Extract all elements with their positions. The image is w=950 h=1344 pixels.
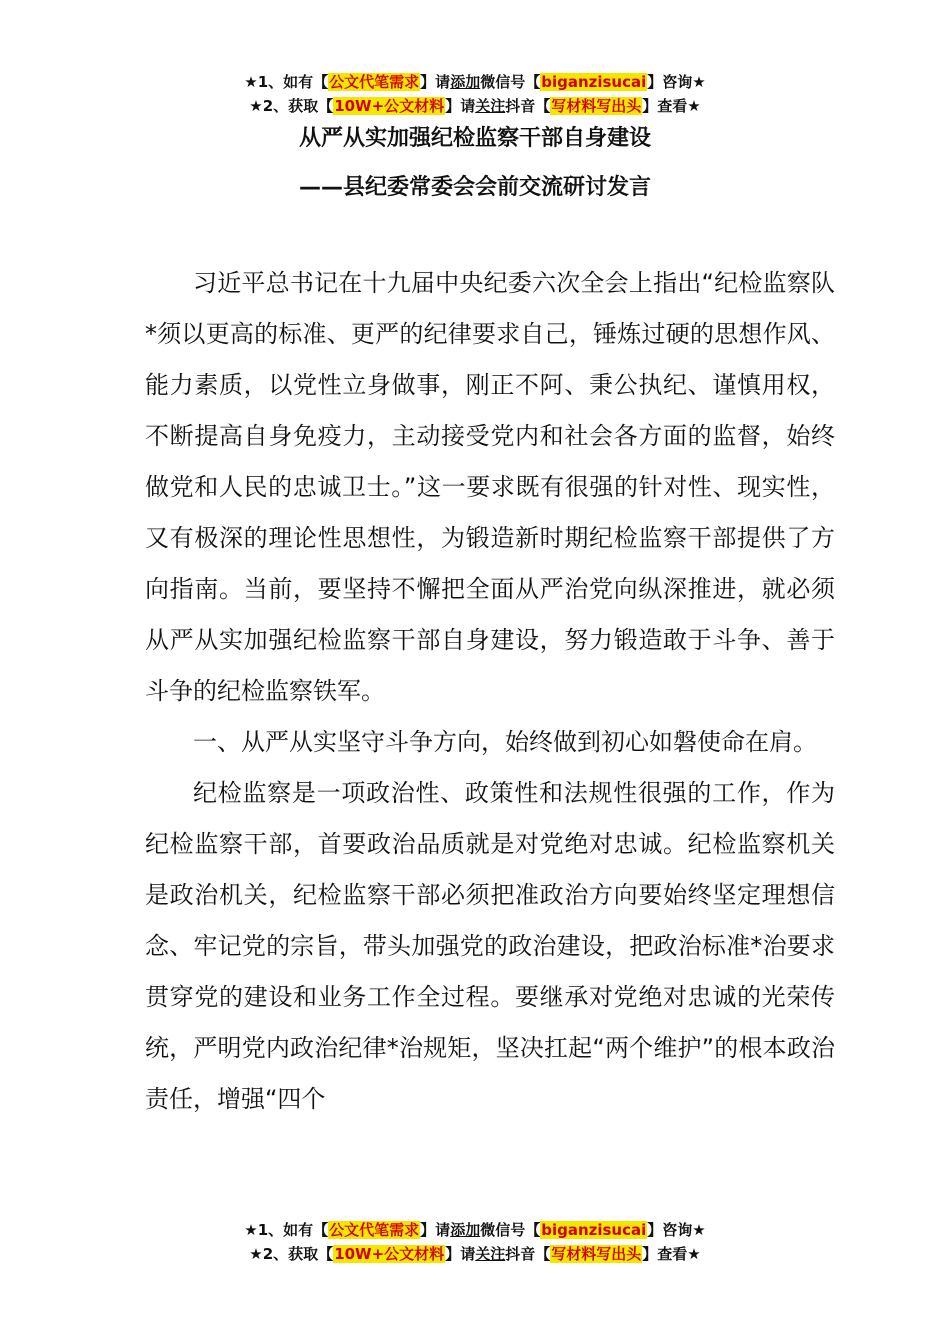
banner-text-underlined: 添加 xyxy=(450,73,481,91)
doc-body xyxy=(145,258,835,1125)
highlight-service: 公文代笔需求 xyxy=(329,73,420,91)
banner-text: 微信号【 xyxy=(480,1221,541,1239)
doc-title: 从严从实加强纪检监察干部自身建设 xyxy=(298,126,651,151)
banner-text: ★2、获取【 xyxy=(249,97,334,115)
banner-text: 抖音【 xyxy=(505,97,551,115)
banner-line-2 xyxy=(0,94,950,118)
banner-text: ★1、如有【 xyxy=(244,73,329,91)
banner-text: ★2、获取【 xyxy=(249,1245,334,1263)
banner-text-underlined: 添加 xyxy=(450,1221,481,1239)
banner-text: 微信号【 xyxy=(480,73,541,91)
banner-text: 】查看★ xyxy=(642,1245,701,1263)
highlight-wechat-id: biganzisucai xyxy=(541,1221,647,1239)
highlight-materials: 10W+公文材料 xyxy=(334,1245,445,1263)
paragraph-intro: 习近平总书记在十九届中央纪委六次全会上指出“纪检监察队*须以更高的标准、更严的纪律要求自己，锤炼过硬的思想作风、能力素质，以党性立身做事，刚正不阿、秉公执纪、谨慎用权，不断提高自身免疫力，主动接受党内和社会各方面的监督，始终做党和人民的忠诚卫士。”这一要求既有很强的针对性、现实性，又有极深的理论性思想性，为锻造新时期纪检监察干部提供了方向指南。当前，要坚持不懈把全面从严治党向纵深推进，就必须从严从实加强纪检监察干部自身建设，努力锻造敢于斗争、善于斗争的纪检监察铁军。 xyxy=(145,269,835,705)
banner-text: 】咨询★ xyxy=(647,73,706,91)
banner-text: ★1、如有【 xyxy=(244,1221,329,1239)
highlight-materials: 10W+公文材料 xyxy=(334,97,445,115)
paragraph-body-1: 纪检监察是一项政治性、政策性和法规性很强的工作，作为纪检监察干部，首要政治品质就是对党绝对忠诚。纪检监察机关是政治机关，纪检监察干部必须把准政治方向要始终坚定理想信念、牢记党的宗旨，带头加强党的政治建设，把政治标准*治要求贯穿党的建设和业务工作全过程。要继承对党绝对忠诚的光荣传统，严明党内政治纪律*治规矩，坚决扛起“两个维护”的根本政治责任，增强“四个 xyxy=(145,779,835,1113)
banner-text: 】请 xyxy=(420,73,451,91)
banner-text: 】咨询★ xyxy=(647,1221,706,1239)
highlight-wechat-id: biganzisucai xyxy=(541,73,647,91)
banner-text: 】请 xyxy=(445,1245,476,1263)
top-banner xyxy=(0,70,950,118)
banner-text-underlined: 关注 xyxy=(475,1245,506,1263)
banner-line-1 xyxy=(0,1218,950,1242)
highlight-douyin: 写材料写出头 xyxy=(551,1245,642,1263)
banner-text-underlined: 关注 xyxy=(475,97,506,115)
banner-text: 抖音【 xyxy=(505,1245,551,1263)
doc-subtitle: ——县纪委常委会会前交流研讨发言 xyxy=(298,175,651,200)
banner-text: 】请 xyxy=(445,97,476,115)
banner-line-2 xyxy=(0,1242,950,1266)
highlight-douyin: 写材料写出头 xyxy=(551,97,642,115)
bottom-banner xyxy=(0,1218,950,1266)
highlight-service: 公文代笔需求 xyxy=(329,1221,420,1239)
banner-line-1 xyxy=(0,70,950,94)
paragraph-heading-1: 一、从严从实坚守斗争方向，始终做到初心如磐使命在肩。 xyxy=(193,728,817,756)
banner-text: 】查看★ xyxy=(642,97,701,115)
banner-text: 】请 xyxy=(420,1221,451,1239)
